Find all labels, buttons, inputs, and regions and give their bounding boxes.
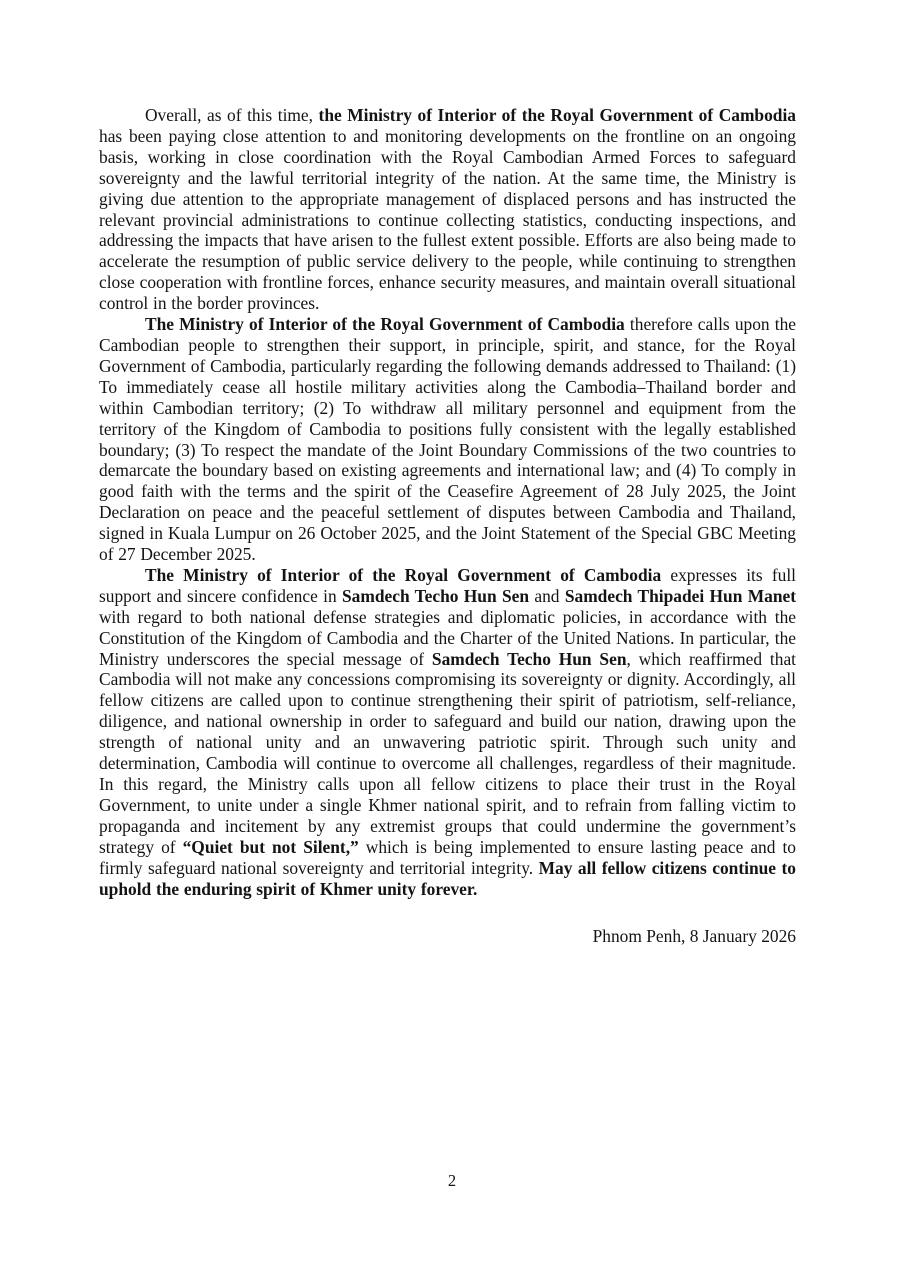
body-text: therefore calls upon the Cambodian people to strengthen their support, in principle, spirit, and stance, for the Royal Government of Cambodia, particularly regarding the following demands addressed to Thailand: (1) To immediately cease all hostile military activities along the Cambodia–Thailand border and within Cambodian territory; (2) To withdraw all military personnel and equipment from the territory of the Kingdom of Cambodia to positions fully consistent with the legally established boundary; (3) To respect the mandate of the Joint Boundary Commissions of the two countries to demarcate the boundary based on existing agreements and international law; and (4) To comply in good faith with the terms and the spirit of the Ceasefire Agreement of 28 July 2025, the Joint Declaration on peace and the peaceful settlement of disputes between Cambodia and Thailand, signed in Kuala Lumpur on 26 October 2025, and the Joint Statement of the Special GBC Meeting of 27 December 2025. <box>99 314 797 565</box>
bold-text: The Ministry of Interior of the Royal Government of Cambodia <box>145 564 662 585</box>
bold-text: The Ministry of Interior of the Royal Government of Cambodia <box>145 314 625 335</box>
bold-text: May all fellow citizens continue to uphold the enduring spirit of Khmer unity forever. <box>99 857 796 899</box>
body-text: with regard to both national defense strategies and diplomatic policies, in accordance with the Constitution of the Kingdom of Cambodia and the Charter of the United Nations. In particular, the Ministry underscores the special message of <box>99 606 796 669</box>
bold-text: Samdech Techo Hun Sen <box>431 648 627 669</box>
body-text: expresses its full support and sincere confidence in <box>99 564 796 606</box>
page-number: 2 <box>447 1171 457 1190</box>
dateline: Phnom Penh, 8 January 2026 <box>592 926 796 947</box>
body-text: has been paying close attention to and monitoring developments on the frontline on an ongoing basis, working in close coordination with the Royal Cambodian Armed Forces to safeguard sovereignty and the lawful territorial integrity of the nation. At the same time, the Ministry is giving due attention to the appropriate management of displaced persons and has instructed the relevant provincial administrations to continue collecting statistics, conducting inspections, and addressing the impacts that have arisen to the fullest extent possible. Efforts are also being made to accelerate the resumption of public service delivery to the people, while continuing to strengthen close cooperation with frontline forces, enhance security measures, and maintain overall situational control in the border provinces. <box>99 125 796 314</box>
body-text: which is being implemented to ensure lasting peace and to firmly safeguard national sovereignty and territorial integrity. <box>99 836 796 878</box>
paragraph <box>99 565 796 900</box>
paragraph <box>99 314 796 565</box>
paragraph <box>99 105 796 314</box>
body-text: , which reaffirmed that Cambodia will not make any concessions compromising its sovereignty or dignity. Accordingly, all fellow citizens are called upon to continue strengthening their spirit of patriotism, self-reliance, diligence, and national ownership in order to safeguard and build our nation, drawing upon the strength of national unity and an unwavering patriotic spirit. Through such unity and determination, Cambodia will continue to overcome all challenges, regardless of their magnitude. In this regard, the Ministry calls upon all fellow citizens to place their trust in the Royal Government, to unite under a single Khmer national spirit, and to refrain from falling victim to propaganda and incitement by any extremist groups that could undermine the government’s strategy of <box>99 648 796 857</box>
document-body <box>99 105 796 947</box>
bold-text: Samdech Thipadei Hun Manet <box>564 585 796 606</box>
bold-text: Samdech Techo Hun Sen <box>341 585 530 606</box>
bold-text: “Quiet but not Silent,” <box>182 836 359 857</box>
bold-text: the Ministry of Interior of the Royal Government of Cambodia <box>318 105 797 125</box>
body-text: Overall, as of this time, <box>145 105 319 125</box>
body-text: and <box>529 585 565 606</box>
